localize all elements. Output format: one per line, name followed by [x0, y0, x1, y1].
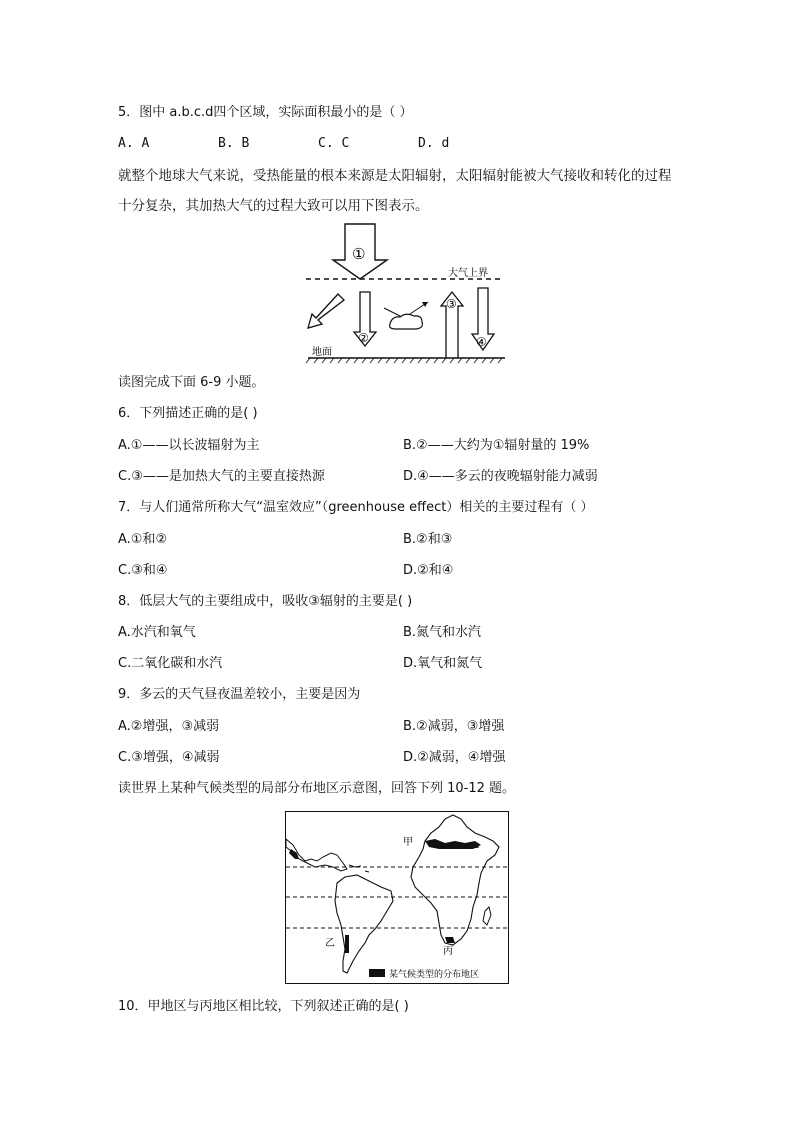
label-yi: 乙 [325, 938, 335, 949]
q9-option-d: D.②减弱，④增强 [403, 750, 506, 765]
legend-swatch [369, 969, 385, 977]
q9-option-c: C.③增强，④减弱 [118, 750, 220, 765]
label-jia: 甲 [403, 837, 413, 848]
q7-option-d: D.②和④ [403, 563, 454, 578]
q6-stem: 6．下列描述正确的是( ) [118, 406, 258, 421]
q5-option-d: D. d [418, 136, 450, 151]
q5-option-a: A. A [118, 136, 150, 151]
q8-option-d: D.氧气和氮气 [403, 656, 483, 671]
q7-option-a: A.①和② [118, 532, 168, 547]
q7-option-b: B.②和③ [403, 532, 453, 547]
q8-stem: 8．低层大气的主要组成中，吸收③辐射的主要是( ) [118, 594, 413, 609]
q5-option-c: C. C [318, 136, 350, 151]
atmosphere-top-label: 大气上界 [448, 268, 488, 279]
cloud-arrow-head [422, 302, 428, 307]
q7-stem: 7．与人们通常所称大气“温室效应”（greenhouse effect）相关的主要过程有（ ） [118, 500, 594, 515]
region-yi [345, 935, 349, 953]
atmosphere-heating-diagram [300, 222, 510, 367]
q5-option-b: B. B [218, 136, 250, 151]
q5-stem: 5．图中 a.b.c.d四个区域，实际面积最小的是（ ） [118, 105, 413, 120]
arrow-3-label: ③ [446, 297, 457, 311]
q9-option-a: A.②增强，③减弱 [118, 719, 220, 734]
climate-distribution-map [285, 811, 509, 984]
intro-paragraph: 就整个地球大气来说，受热能量的根本来源是太阳辐射，太阳辐射能被大气接收和转化的过程十分复杂，其加热大气的过程大致可以用下图表示。 [118, 168, 672, 214]
read-instruction-1: 读图完成下面 6-9 小题。 [118, 375, 265, 390]
label-bing: 丙 [443, 946, 453, 957]
q6-option-b: B.②——大约为①辐射量的 19% [403, 438, 590, 453]
cloud-arrow-in [384, 308, 400, 316]
map-frame [286, 812, 509, 984]
ground-label: 地面 [312, 347, 332, 358]
arrow-1-label: ① [352, 245, 366, 263]
arrow-2-label: ② [358, 331, 369, 345]
legend-label: 某气候类型的分布地区 [389, 970, 480, 980]
q8-option-c: C.二氧化碳和水汽 [118, 656, 223, 671]
q6-option-a: A.①——以长波辐射为主 [118, 438, 260, 453]
q6-option-c: C.③——是加热大气的主要直接热源 [118, 469, 325, 484]
q9-option-b: B.②减弱，③增强 [403, 719, 505, 734]
q8-option-a: A.水汽和氧气 [118, 625, 196, 640]
q8-option-b: B.氮气和水汽 [403, 625, 482, 640]
q9-stem: 9．多云的天气昼夜温差较小，主要是因为 [118, 687, 361, 702]
reflected-arrow-shape [308, 294, 344, 328]
cloud-shape [390, 314, 423, 329]
read-instruction-2: 读世界上某种气候类型的局部分布地区示意图，回答下列 10-12 题。 [118, 781, 516, 796]
q6-option-d: D.④——多云的夜晚辐射能力减弱 [403, 469, 598, 484]
q7-option-c: C.③和④ [118, 563, 168, 578]
q10-stem: 10．甲地区与丙地区相比较，下列叙述正确的是( ) [118, 999, 409, 1014]
arrow-4-label: ④ [476, 335, 487, 349]
